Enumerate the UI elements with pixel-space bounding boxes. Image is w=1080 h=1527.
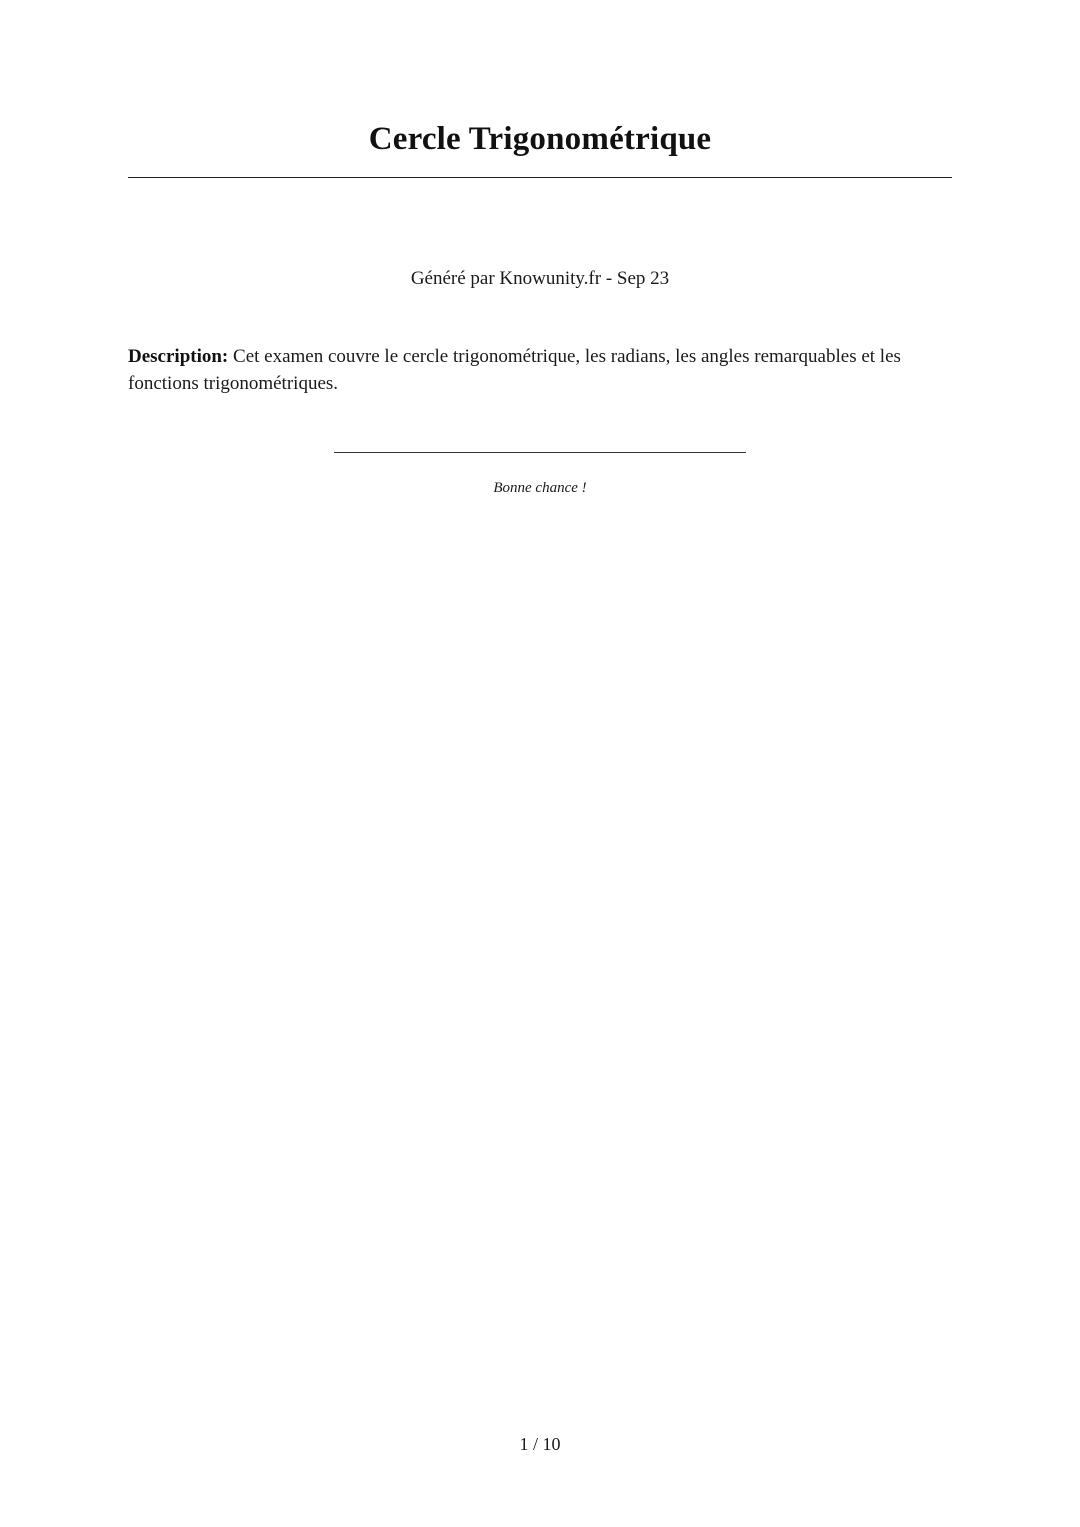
section-divider [334,452,746,453]
page-number: 1 / 10 [519,1434,561,1454]
title-divider [128,177,952,178]
document-title: Cercle Trigonométrique [368,121,712,157]
description-text: Cet examen couvre le cercle trigonométrique, les radians, les angles remarquables et les fonctions trigonométriques. [128,346,901,394]
generated-by-line: Généré par Knowunity.fr - Sep 23 [410,268,670,289]
description-paragraph [128,343,952,397]
good-luck-text: Bonne chance ! [493,480,587,496]
description-label: Description: [128,346,229,367]
